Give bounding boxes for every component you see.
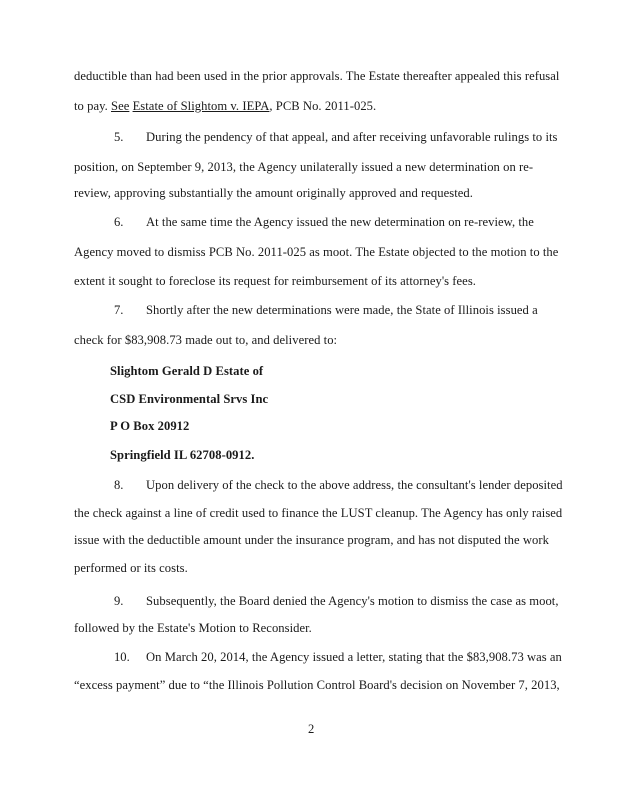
text-fragment: , PCB No. 2011-025. (269, 99, 377, 113)
text-line: Subsequently, the Board denied the Agency's motion to dismiss the case as moot, (146, 594, 559, 608)
address-line: Springfield IL 62708-0912. (110, 448, 255, 462)
paragraph-number: 5. (114, 130, 124, 144)
text-line: At the same time the Agency issued the new determination on re-review, the (146, 215, 534, 229)
text-line: deductible than had been used in the prior approvals. The Estate thereafter appealed this refusal (74, 69, 560, 83)
address-line: P O Box 20912 (110, 419, 190, 433)
address-line: Slightom Gerald D Estate of (110, 364, 264, 378)
text-line: Agency moved to dismiss PCB No. 2011-025 as moot. The Estate objected to the motion to the (74, 245, 559, 259)
text-line: check for $83,908.73 made out to, and delivered to: (74, 333, 338, 347)
citation-signal: See (111, 99, 130, 113)
text-line: “excess payment” due to “the Illinois Pollution Control Board's decision on November 7, 2013, (74, 678, 560, 692)
text-line: position, on September 9, 2013, the Agency unilaterally issued a new determination on re- (74, 160, 534, 174)
address-line: CSD Environmental Srvs Inc (110, 392, 269, 406)
text-line: the check against a line of credit used to finance the LUST cleanup. The Agency has only raised (74, 506, 563, 520)
text-line: Shortly after the new determinations were made, the State of Illinois issued a (146, 303, 538, 317)
text-line: During the pendency of that appeal, and after receiving unfavorable rulings to its (146, 130, 558, 144)
paragraph-number: 6. (114, 215, 124, 229)
text-fragment: to pay. (74, 99, 108, 113)
paragraph-number: 10. (114, 650, 130, 664)
page-number: 2 (308, 722, 315, 736)
text-line: review, approving substantially the amount originally approved and requested. (74, 186, 473, 200)
text-line: Upon delivery of the check to the above address, the consultant's lender deposited (146, 478, 563, 492)
text-line-citation (74, 99, 376, 114)
text-line: extent it sought to foreclose its request for reimbursement of its attorney's fees. (74, 274, 476, 288)
paragraph-number: 7. (114, 303, 124, 317)
text-line: On March 20, 2014, the Agency issued a letter, stating that the $83,908.73 was an (146, 650, 562, 664)
paragraph-number: 8. (114, 478, 124, 492)
text-line: followed by the Estate's Motion to Reconsider. (74, 621, 312, 635)
text-line: performed or its costs. (74, 561, 188, 575)
paragraph-number: 9. (114, 594, 124, 608)
case-name: Estate of Slightom v. IEPA (132, 99, 270, 113)
text-line: issue with the deductible amount under the insurance program, and has not disputed the work (74, 533, 549, 547)
